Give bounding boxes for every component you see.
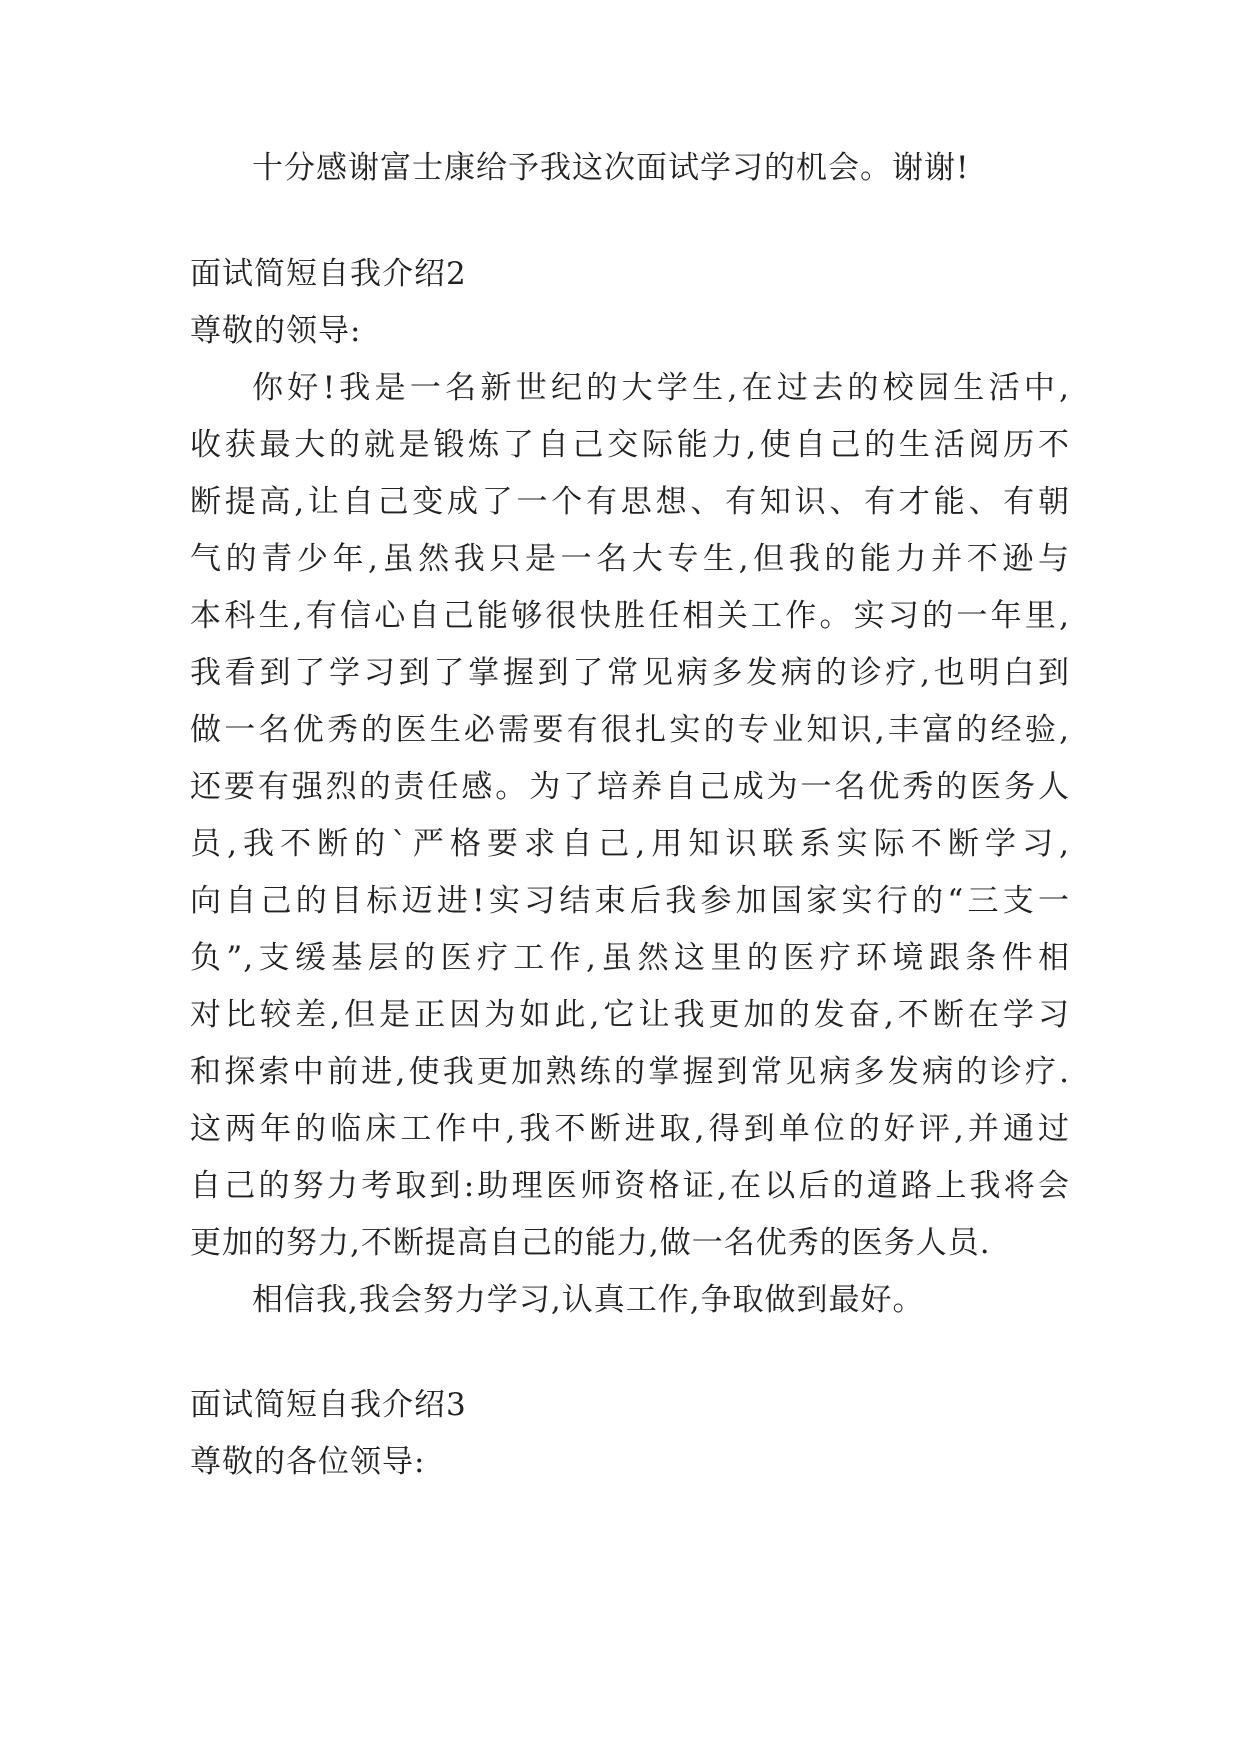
section2-closing: 相信我,我会努力学习,认真工作,争取做到最好。 [252, 1282, 925, 1318]
section2-salutation: 尊敬的领导: [190, 313, 362, 349]
section2-body-line: 你好!我是一名新世纪的大学生,在过去的校园生活中, [252, 370, 1070, 406]
section2-body-line: 这两年的临床工作中,我不断进取,得到单位的好评,并通过 [190, 1111, 1070, 1147]
section3-heading: 面试简短自我介绍3 [190, 1387, 467, 1423]
section2-body-line: 收获最大的就是锻炼了自己交际能力,使自己的生活阅历不 [190, 427, 1070, 463]
section2-body-line: 自己的努力考取到:助理医师资格证,在以后的道路上我将会 [190, 1168, 1070, 1204]
section2-body-line: 本科生,有信心自己能够很快胜任相关工作。实习的一年里, [190, 598, 1070, 634]
section2-body-line: 员,我不断的`严格要求自己,用知识联系实际不断学习, [190, 826, 1070, 862]
section2-body-line: 气的青少年,虽然我只是一名大专生,但我的能力并不逊与 [190, 541, 1070, 577]
section2-body-line: 对比较差,但是正因为如此,它让我更加的发奋,不断在学习 [190, 997, 1070, 1033]
section2-body-line: 我看到了学习到了掌握到了常见病多发病的诊疗,也明白到 [190, 655, 1070, 691]
section2-body-line: 向自己的目标迈进!实习结束后我参加国家实行的“三支一 [190, 883, 1070, 919]
section2-body-line: 更加的努力,不断提高自己的能力,做一名优秀的医务人员. [190, 1225, 991, 1261]
section1-closing: 十分感谢富士康给予我这次面试学习的机会。谢谢! [252, 150, 970, 186]
section2-body-line: 还要有强烈的责任感。为了培养自己成为一名优秀的医务人 [190, 769, 1070, 805]
section2-body-line: 断提高,让自己变成了一个有思想、有知识、有才能、有朝 [190, 484, 1070, 520]
section3-salutation: 尊敬的各位领导: [190, 1444, 426, 1480]
section2-heading: 面试简短自我介绍2 [190, 256, 467, 292]
section2-body-line: 做一名优秀的医生必需要有很扎实的专业知识,丰富的经验, [190, 712, 1070, 748]
section2-body-line: 负”,支缓基层的医疗工作,虽然这里的医疗环境跟条件相 [190, 940, 1070, 976]
section2-body-line: 和探索中前进,使我更加熟练的掌握到常见病多发病的诊疗. [190, 1054, 1070, 1090]
